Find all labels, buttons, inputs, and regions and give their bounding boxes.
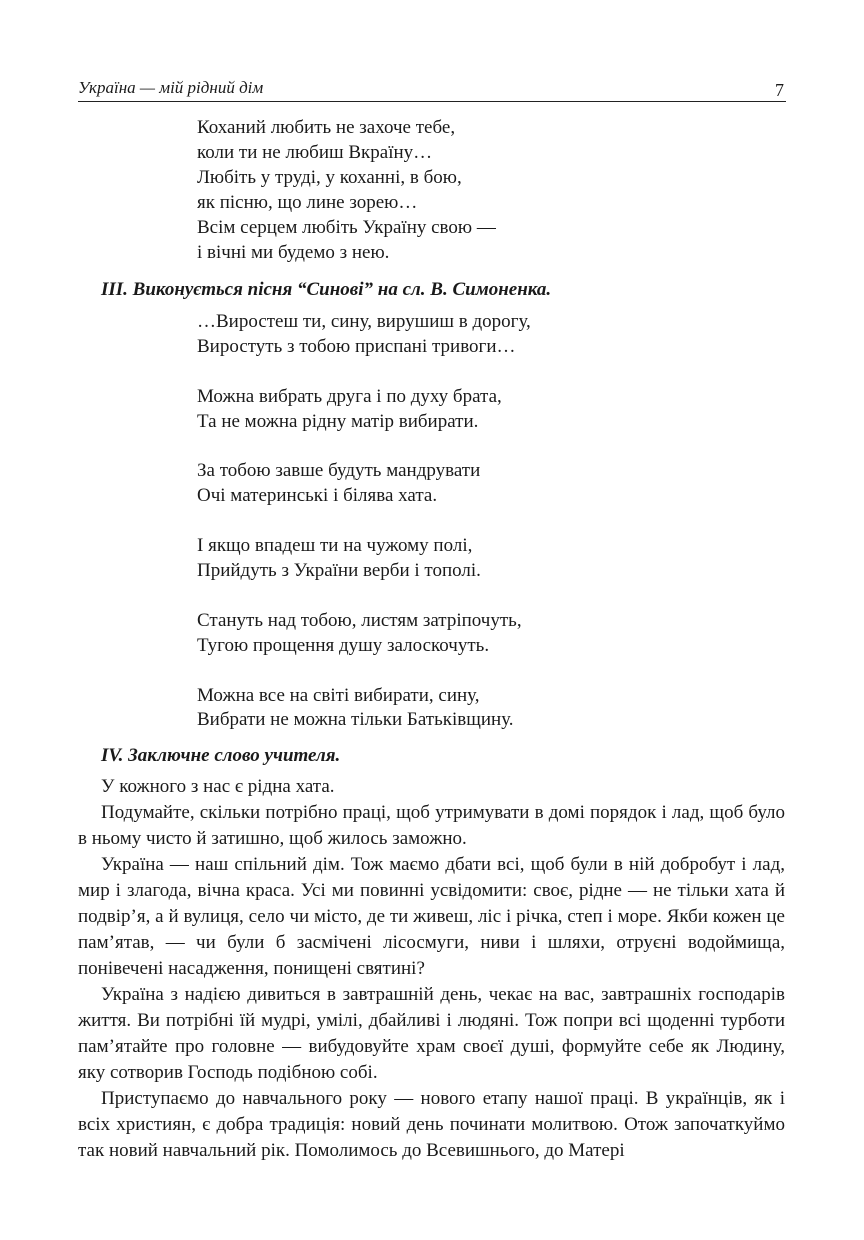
- running-header: [78, 76, 786, 102]
- page-number: 7: [775, 80, 784, 100]
- lyric-line: Та не можна рідну матір вибирати.: [197, 410, 479, 432]
- lyric-line: …Виростеш ти, сину, вирушиш в дорогу,: [197, 311, 531, 332]
- lyric-line: Стануть над тобою, листям затріпочуть,: [197, 609, 522, 631]
- lyric-line: Очі материнські і білява хата.: [197, 485, 438, 507]
- lyric-line: Виростуть з тобою приспані тривоги…: [197, 335, 516, 357]
- paragraph: У кожного з нас є рідна хата.: [101, 776, 335, 797]
- lyric-line: Тугою прощення душу залоскочуть.: [197, 634, 490, 656]
- teacher-closing-text: [78, 774, 785, 1164]
- verse-line: Любіть у труді, у коханні, в бою,: [197, 166, 462, 188]
- lyric-line: І якщо впадеш ти на чужому полі,: [197, 535, 473, 557]
- section-4-heading: ІV. Заключне слово учителя.: [101, 745, 341, 766]
- verse-line: Всім серцем любіть Україну свою —: [197, 216, 496, 238]
- header-rule: [78, 101, 786, 102]
- lyric-line: Можна все на світі вибирати, сину,: [197, 684, 480, 706]
- paragraph: Подумайте, скільки потрібно праці, щоб утримувати в домі порядок і лад, щоб було в ньому чисто й затишно, щоб жилось заможно.: [78, 802, 785, 849]
- verse-line: Коханий любить не захоче тебе,: [197, 117, 456, 138]
- running-title: Україна — мій рідний дім: [78, 78, 264, 97]
- song-lyrics: [197, 310, 757, 733]
- lyric-line: За тобою завше будуть мандрувати: [197, 460, 481, 482]
- paragraph: Україна з надією дивиться в завтрашній день, чекає на вас, завтрашніх господарів життя. Ви потрібні їй мудрі, умілі, дбайливі і людяні. Тож попри всі щоденні турботи пам’ятайте про головне — вибудовуйте храм своєї душі, формуйте себе як Людину, яку сотворив Господь подібною собі.: [78, 984, 785, 1083]
- section-3-heading: ІІІ. Виконується пісня “Синові” на сл. В. Симоненка.: [101, 279, 552, 300]
- verse-line: і вічні ми будемо з нею.: [197, 241, 390, 263]
- verse-line: як пісню, що лине зорею…: [197, 191, 418, 213]
- lyric-line: Можна вибрать друга і по духу брата,: [197, 385, 502, 407]
- paragraph: Приступаємо до навчального року — нового етапу нашої праці. В українців, як і всіх християн, є добра традиція: новий день починати молитвою. Отож започаткуймо так новий навчальний рік. Помолимось до Всевишнього, до Матері: [78, 1088, 785, 1161]
- paragraph: Україна — наш спільний дім. Тож маємо дбати всі, щоб були в ній добробут і лад, мир і злагода, вічна краса. Усі ми повинні усвідомити: своє, рідне — не тільки хата й подвір’я, а й вулиця, село чи місто, де ти живеш, ліс і річка, степ і море. Якби кожен це пам’ятав, — чи були б засмічені лісосмуги, ниви і шляхи, отруєні водоймища, понівечені насадження, понищені святині?: [78, 854, 785, 979]
- verse-line: коли ти не любиш Вкраїну…: [197, 141, 433, 163]
- verse-intro: [197, 116, 757, 265]
- lyric-line: Прийдуть з України верби і тополі.: [197, 560, 481, 582]
- lyric-line: Вибрати не можна тільки Батьківщину.: [197, 709, 514, 731]
